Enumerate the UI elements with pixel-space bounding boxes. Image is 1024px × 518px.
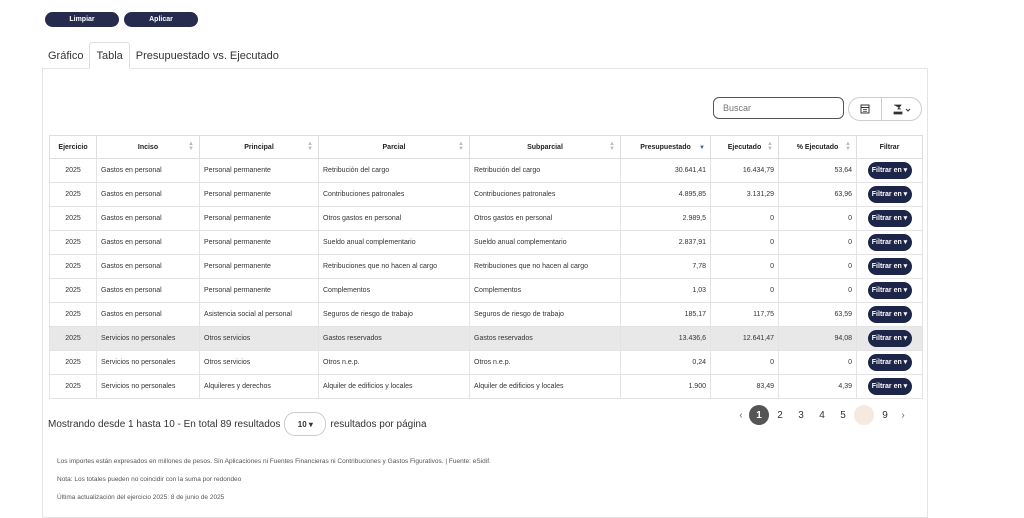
cell-ejecutado: 12.641,47 (711, 327, 779, 351)
table-row (50, 351, 923, 375)
cell-presupuestado: 2.989,5 (621, 207, 711, 231)
cell-filtrar (857, 351, 923, 375)
tab-grafico[interactable]: Gráfico (48, 49, 84, 62)
cell-ejecutado: 0 (711, 279, 779, 303)
col-ejercicio[interactable]: Ejercicio (50, 136, 97, 159)
col-inciso[interactable]: Inciso ▲ ▼ (97, 136, 200, 159)
cell-ejercicio: 2025 (50, 231, 97, 255)
table-row (50, 159, 923, 183)
cell-principal: Personal permanente (200, 231, 319, 255)
filter-in-button[interactable] (868, 330, 912, 347)
filter-in-label: Filtrar en (871, 167, 902, 174)
footer-note-source: Los importes están expresados en millones de pesos. Sin Aplicaciones ni Fuentes Financieras ni Contribuciones y Gastos Figurativos. | Fuente: eSidif. (57, 458, 491, 465)
cell-ejecutado: 83,49 (711, 375, 779, 399)
pagination-info (48, 412, 427, 436)
page-size-select[interactable]: 10 ▾ (284, 412, 326, 436)
cell-parcial: Seguros de riesgo de trabajo (319, 303, 470, 327)
filter-in-label: Filtrar en (871, 335, 902, 342)
cell-presupuestado: 1,03 (621, 279, 711, 303)
view-tabs (42, 42, 285, 69)
table-row (50, 207, 923, 231)
col-principal[interactable]: Principal ▲ ▼ (200, 136, 319, 159)
col-presupuestado[interactable]: Presupuestado ▼ (621, 136, 711, 159)
table-row (50, 231, 923, 255)
cell-parcial: Otros gastos en personal (319, 207, 470, 231)
col-parcial[interactable]: Parcial ▲ ▼ (319, 136, 470, 159)
cell-filtrar (857, 183, 923, 207)
cell-ejercicio: 2025 (50, 351, 97, 375)
page-3-button[interactable]: 3 (798, 409, 804, 421)
cell-parcial: Otros n.e.p. (319, 351, 470, 375)
cell-inciso: Servicios no personales (97, 351, 200, 375)
columns-button[interactable] (848, 97, 882, 121)
col-subparcial[interactable]: Subparcial ▲ ▼ (470, 136, 621, 159)
sort-icon: ▲ ▼ (845, 141, 851, 152)
cell-parcial: Alquiler de edificios y locales (319, 375, 470, 399)
page-1-button[interactable]: 1 (749, 405, 769, 425)
prev-page-button[interactable]: ‹ (739, 409, 743, 421)
cell-filtrar (857, 327, 923, 351)
cell-principal: Personal permanente (200, 183, 319, 207)
cell-subparcial: Seguros de riesgo de trabajo (470, 303, 621, 327)
cell-principal: Personal permanente (200, 279, 319, 303)
cell-ejercicio: 2025 (50, 183, 97, 207)
export-icon (893, 104, 911, 115)
cell-inciso: Gastos en personal (97, 183, 200, 207)
sort-desc-icon: ▼ (699, 145, 705, 151)
cell-principal: Personal permanente (200, 159, 319, 183)
table-row (50, 279, 923, 303)
cell-ejercicio: 2025 (50, 327, 97, 351)
table-row (50, 327, 923, 351)
caret-down-icon: ▾ (901, 383, 908, 390)
cell-presupuestado: 13.436,6 (621, 327, 711, 351)
cell-filtrar (857, 231, 923, 255)
columns-icon (860, 104, 870, 114)
caret-down-icon: ▾ (901, 335, 908, 342)
cell-filtrar (857, 159, 923, 183)
cell-subparcial: Otros gastos en personal (470, 207, 621, 231)
caret-down-icon: ▾ (901, 191, 908, 198)
table-row (50, 255, 923, 279)
caret-down-icon: ▾ (901, 311, 908, 318)
cell-ejercicio: 2025 (50, 159, 97, 183)
cell-filtrar (857, 255, 923, 279)
footer-note-updated: Última actualización del ejercicio 2025: 8 de junio de 2025 (57, 494, 225, 501)
cell-principal: Personal permanente (200, 207, 319, 231)
caret-down-icon: ▾ (901, 359, 908, 366)
cell-parcial: Retribución del cargo (319, 159, 470, 183)
cell-subparcial: Alquiler de edificios y locales (470, 375, 621, 399)
cell-inciso: Gastos en personal (97, 159, 200, 183)
cell-parcial: Retribuciones que no hacen al cargo (319, 255, 470, 279)
cell-principal: Alquileres y derechos (200, 375, 319, 399)
footer-note-rounding: Nota: Los totales pueden no coincidir con la suma por redondeo (57, 476, 242, 483)
cell-presupuestado: 185,17 (621, 303, 711, 327)
page-9-button[interactable]: 9 (882, 409, 888, 421)
filter-in-button[interactable] (868, 234, 912, 251)
page-4-button[interactable]: 4 (819, 409, 825, 421)
cell-inciso: Servicios no personales (97, 375, 200, 399)
tab-tabla[interactable]: Tabla (89, 42, 129, 69)
caret-down-icon: ▾ (901, 263, 908, 270)
cell-porcentaje: 0 (779, 351, 857, 375)
budget-table (49, 135, 923, 399)
cell-presupuestado: 4.895,85 (621, 183, 711, 207)
filter-in-button[interactable] (868, 210, 912, 227)
cell-principal: Asistencia social al personal (200, 303, 319, 327)
filter-in-label: Filtrar en (871, 215, 902, 222)
cell-subparcial: Contribuciones patronales (470, 183, 621, 207)
cell-parcial: Complementos (319, 279, 470, 303)
cell-ejecutado: 0 (711, 207, 779, 231)
cell-filtrar (857, 279, 923, 303)
pagination (734, 405, 911, 425)
per-page-label: resultados por página (330, 418, 427, 430)
cell-principal: Otros servicios (200, 327, 319, 351)
cell-ejecutado: 117,75 (711, 303, 779, 327)
cell-ejercicio: 2025 (50, 279, 97, 303)
cell-porcentaje: 53,64 (779, 159, 857, 183)
table-row (50, 183, 923, 207)
cell-ejercicio: 2025 (50, 207, 97, 231)
cell-inciso: Servicios no personales (97, 327, 200, 351)
filter-in-label: Filtrar en (871, 383, 902, 390)
cell-ejercicio: 2025 (50, 255, 97, 279)
cell-presupuestado: 2.837,91 (621, 231, 711, 255)
cell-ejecutado: 0 (711, 231, 779, 255)
cell-porcentaje: 0 (779, 279, 857, 303)
cell-parcial: Gastos reservados (319, 327, 470, 351)
col-porcentaje-ejecutado[interactable]: % Ejecutado ▲ ▼ (779, 136, 857, 159)
cell-filtrar (857, 375, 923, 399)
cell-principal: Otros servicios (200, 351, 319, 375)
cell-subparcial: Sueldo anual complementario (470, 231, 621, 255)
cell-presupuestado: 1.900 (621, 375, 711, 399)
filter-in-label: Filtrar en (871, 191, 902, 198)
filter-in-label: Filtrar en (871, 311, 902, 318)
tab-presupuestado-vs-ejecutado[interactable]: Presupuestado vs. Ejecutado (135, 49, 279, 62)
cell-ejercicio: 2025 (50, 375, 97, 399)
cell-subparcial: Otros n.e.p. (470, 351, 621, 375)
cell-porcentaje: 0 (779, 255, 857, 279)
cell-inciso: Gastos en personal (97, 231, 200, 255)
filter-in-button[interactable] (868, 186, 912, 203)
page-2-button[interactable]: 2 (777, 409, 783, 421)
results-summary: Mostrando desde 1 hasta 10 - En total 89 resultados (48, 418, 281, 430)
cell-inciso: Gastos en personal (97, 279, 200, 303)
cell-inciso: Gastos en personal (97, 207, 200, 231)
filter-in-button[interactable] (868, 378, 912, 395)
caret-down-icon: ▾ (901, 239, 908, 246)
page-ellipsis: … (854, 405, 874, 425)
cell-subparcial: Retribución del cargo (470, 159, 621, 183)
filter-in-button[interactable] (868, 258, 912, 275)
cell-subparcial: Complementos (470, 279, 621, 303)
cell-subparcial: Gastos reservados (470, 327, 621, 351)
filter-in-label: Filtrar en (871, 287, 902, 294)
sort-icon: ▲ ▼ (188, 141, 194, 152)
search-input[interactable] (713, 97, 844, 119)
filter-in-button[interactable] (868, 306, 912, 323)
table-header-row (50, 136, 923, 159)
table-row (50, 375, 923, 399)
sort-icon: ▲ ▼ (767, 141, 773, 152)
sort-icon: ▲ ▼ (609, 141, 615, 152)
cell-parcial: Sueldo anual complementario (319, 231, 470, 255)
col-filtrar: Filtrar (857, 136, 923, 159)
filter-in-button[interactable] (868, 282, 912, 299)
cell-porcentaje: 0 (779, 207, 857, 231)
filter-in-label: Filtrar en (871, 359, 902, 366)
cell-porcentaje: 63,96 (779, 183, 857, 207)
next-page-button[interactable]: › (901, 409, 905, 421)
cell-ejecutado: 0 (711, 351, 779, 375)
cell-principal: Personal permanente (200, 255, 319, 279)
cell-inciso: Gastos en personal (97, 303, 200, 327)
cell-presupuestado: 7,78 (621, 255, 711, 279)
cell-porcentaje: 0 (779, 231, 857, 255)
cell-ejecutado: 0 (711, 255, 779, 279)
cell-inciso: Gastos en personal (97, 255, 200, 279)
sort-icon: ▲ ▼ (307, 141, 313, 152)
cell-subparcial: Retribuciones que no hacen al cargo (470, 255, 621, 279)
apply-button[interactable]: Aplicar (124, 12, 198, 27)
filter-in-button[interactable] (868, 354, 912, 371)
filter-in-label: Filtrar en (871, 263, 902, 270)
caret-down-icon: ▾ (901, 167, 908, 174)
clear-button[interactable]: Limpiar (45, 12, 119, 27)
cell-parcial: Contribuciones patronales (319, 183, 470, 207)
cell-porcentaje: 4,39 (779, 375, 857, 399)
sort-icon: ▲ ▼ (458, 141, 464, 152)
col-ejecutado[interactable]: Ejecutado ▲ ▼ (711, 136, 779, 159)
caret-down-icon: ▾ (901, 287, 908, 294)
cell-ejecutado: 16.434,79 (711, 159, 779, 183)
cell-porcentaje: 94,08 (779, 327, 857, 351)
page-5-button[interactable]: 5 (840, 409, 846, 421)
cell-presupuestado: 0,24 (621, 351, 711, 375)
filter-in-button[interactable] (868, 162, 912, 179)
cell-filtrar (857, 303, 923, 327)
caret-down-icon: ▾ (901, 215, 908, 222)
cell-presupuestado: 30.641,41 (621, 159, 711, 183)
cell-ejecutado: 3.131,29 (711, 183, 779, 207)
cell-porcentaje: 63,59 (779, 303, 857, 327)
export-button[interactable] (881, 97, 922, 121)
filter-in-label: Filtrar en (871, 239, 902, 246)
cell-filtrar (857, 207, 923, 231)
table-row (50, 303, 923, 327)
cell-ejercicio: 2025 (50, 303, 97, 327)
